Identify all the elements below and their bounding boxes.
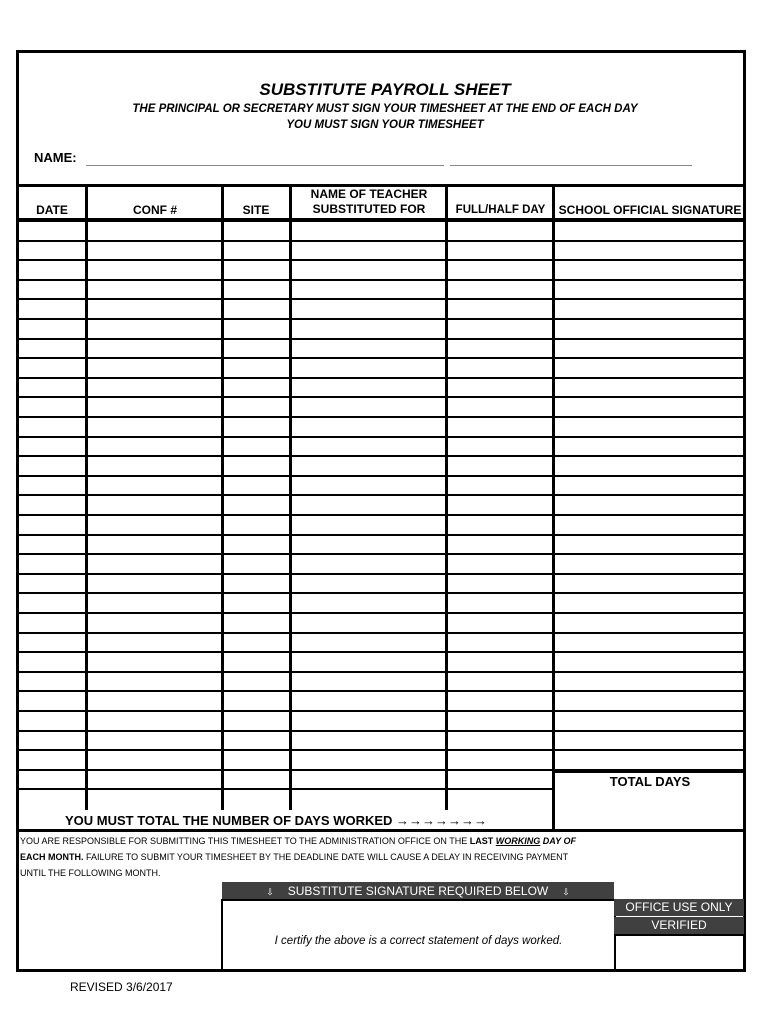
row-line (16, 475, 554, 477)
row-line (554, 534, 746, 536)
form-title: SUBSTITUTE PAYROLL SHEET (259, 80, 511, 99)
notice-each-month: EACH MONTH. (20, 852, 84, 862)
row-line (554, 710, 746, 712)
row-line (16, 259, 554, 261)
row-line (554, 514, 746, 516)
col-header-conf: CONF # (132, 203, 177, 217)
row-line (554, 259, 746, 261)
row-line (16, 455, 554, 457)
col-header-teacher-line1: NAME OF TEACHER (310, 187, 428, 201)
name-label: NAME: (34, 150, 77, 165)
row-line (16, 318, 554, 320)
column-line (552, 184, 555, 810)
row-line (16, 279, 554, 281)
row-line (16, 671, 554, 673)
header-bottom-line (16, 218, 746, 221)
notice-line-1-text: YOU ARE RESPONSIBLE FOR SUBMITTING THIS TIMESHEET TO THE ADMINISTRATION OFFICE ON THE (20, 836, 470, 846)
col-header-site: SITE (242, 203, 270, 217)
notice-day-of: DAY OF (542, 836, 576, 846)
row-line (554, 298, 746, 300)
row-line (554, 749, 746, 751)
col-header-teacher (291, 187, 447, 217)
row-line (16, 377, 554, 379)
row-line (16, 553, 554, 555)
row-line (16, 788, 554, 790)
row-line (16, 514, 554, 516)
row-line (16, 436, 554, 438)
notice-line-3: UNTIL THE FOLLOWING MONTH. (20, 868, 161, 878)
row-line (554, 279, 746, 281)
name-field[interactable] (86, 165, 444, 166)
col-header-signature: SCHOOL OFFICIAL SIGNATURE (558, 203, 742, 217)
column-line (289, 184, 292, 810)
row-line (16, 612, 554, 614)
row-line (554, 338, 746, 340)
row-line (554, 318, 746, 320)
row-line (16, 632, 554, 634)
row-line (16, 534, 554, 536)
row-line (554, 632, 746, 634)
row-line (16, 338, 554, 340)
row-line (554, 690, 746, 692)
row-line (16, 690, 554, 692)
certify-statement: I certify the above is a correct statement of days worked. (274, 935, 563, 947)
row-line (16, 749, 554, 751)
col-header-date: DATE (36, 203, 68, 217)
row-line (16, 416, 554, 418)
row-line (554, 377, 746, 379)
signature-header-text: SUBSTITUTE SIGNATURE REQUIRED BELOW (287, 884, 549, 898)
notice-line-2-text: FAILURE TO SUBMIT YOUR TIMESHEET BY THE DEADLINE DATE WILL CAUSE A DELAY IN RECEIVING PAYMENT (83, 852, 569, 862)
row-line (554, 671, 746, 673)
notice-last: LAST (469, 836, 494, 846)
verified-label: VERIFIED (614, 917, 744, 934)
col-header-teacher-line2: SUBSTITUTED FOR (312, 202, 426, 216)
row-line (554, 730, 746, 732)
arrow-down-icon: ⇩ (266, 887, 274, 897)
total-bottom-line (16, 829, 746, 832)
row-line (16, 573, 554, 575)
row-line (554, 553, 746, 555)
row-line (554, 592, 746, 594)
row-line (16, 298, 554, 300)
arrow-down-icon-2: ⇩ (562, 887, 570, 897)
row-line (16, 730, 554, 732)
column-line (221, 184, 224, 810)
row-line (554, 573, 746, 575)
notice-working: WORKING (495, 836, 541, 846)
revised-date: REVISED 3/6/2017 (70, 980, 173, 994)
row-line (16, 592, 554, 594)
row-line (554, 475, 746, 477)
column-line (85, 184, 88, 810)
row-line (554, 771, 746, 773)
verified-field[interactable] (614, 934, 746, 972)
row-line (554, 436, 746, 438)
row-line (16, 357, 554, 359)
notice-line-1 (20, 834, 576, 849)
row-line (16, 710, 554, 712)
total-days-label: TOTAL DAYS (609, 774, 691, 789)
office-use-only-label: OFFICE USE ONLY (614, 899, 744, 916)
row-line (554, 416, 746, 418)
row-line (554, 240, 746, 242)
row-line (554, 612, 746, 614)
total-days-prompt: YOU MUST TOTAL THE NUMBER OF DAYS WORKED →→→→→→→ (65, 813, 488, 828)
signature-header-bar (222, 882, 614, 900)
row-line (16, 396, 554, 398)
col-header-fullhalf: FULL/HALF DAY (455, 204, 546, 216)
instruction-line-2: YOU MUST SIGN YOUR TIMESHEET (286, 119, 484, 131)
row-line (554, 357, 746, 359)
row-line (554, 396, 746, 398)
name-field-2[interactable] (450, 165, 692, 166)
total-days-field[interactable] (556, 793, 744, 829)
row-line (554, 494, 746, 496)
row-line (554, 455, 746, 457)
column-line (445, 184, 448, 810)
notice-line-2 (20, 850, 568, 865)
row-line (16, 769, 554, 771)
row-line (16, 651, 554, 653)
row-line (554, 651, 746, 653)
row-line (16, 494, 554, 496)
row-line (16, 240, 554, 242)
instruction-line-1: THE PRINCIPAL OR SECRETARY MUST SIGN YOUR TIMESHEET AT THE END OF EACH DAY (132, 103, 638, 115)
